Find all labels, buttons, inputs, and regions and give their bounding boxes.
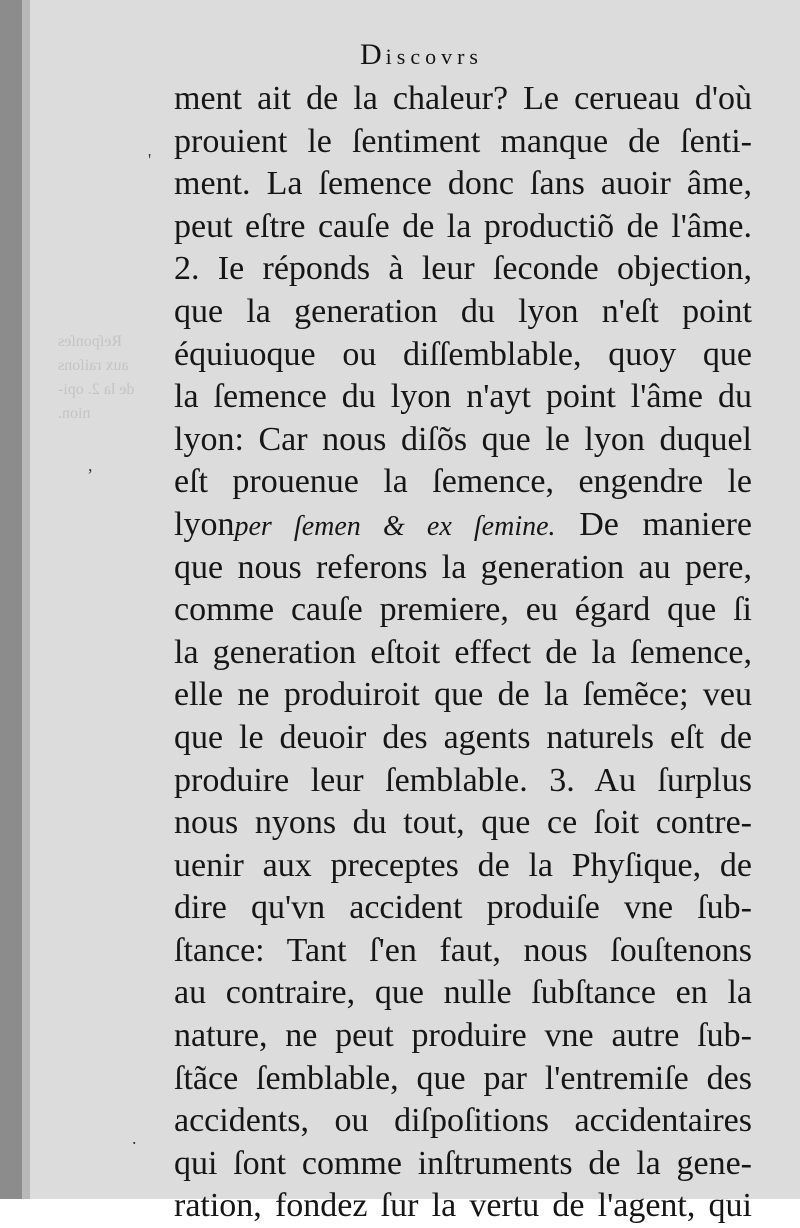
page-binding-edge: [0, 0, 22, 1199]
margin-dot: ,: [88, 455, 93, 475]
text-line: ment ait de la chaleur? Le cerueau d'où: [174, 80, 752, 117]
text-line: elle ne produiroit que de la ſemẽce; veu: [174, 676, 752, 714]
bleed-line: de la 2. opi-: [58, 381, 135, 398]
text-line: que le deuoir des agents naturels eſt de: [174, 718, 752, 756]
text-line: la ſemence du lyon n'ayt point l'âme du: [174, 378, 752, 416]
text-line: produire leur ſemblable. 3. Au ſurplus: [174, 761, 752, 799]
text-line: uenir aux preceptes de la Phyſique, de: [174, 846, 752, 884]
text-line: ſtãce ſemblable, que par l'entremiſe des: [174, 1059, 752, 1097]
text-roman: lyon: [174, 505, 235, 543]
text-line-mixed: [174, 504, 752, 547]
text-line: peut eſtre cauſe de la productiõ de l'âme.: [174, 207, 752, 245]
text-line: dire qu'vn accident produiſe vne ſub-: [174, 889, 752, 927]
text-line: comme cauſe premiere, eu égard que ſi: [174, 591, 752, 629]
text-line: qui ſont comme inſtruments de la gene-: [174, 1144, 752, 1182]
text-line: la generation eſtoit effect de la ſemence,: [174, 633, 752, 671]
text-line: que la generation du lyon n'eſt point: [174, 292, 752, 330]
text-line: que nous referons la generation au pere,: [174, 548, 752, 586]
page-binding-shadow: [22, 0, 30, 1199]
header-rest: iscovrs: [385, 44, 483, 69]
bleed-line: aux raiſons: [58, 357, 129, 374]
text-line: 2. Ie réponds à leur ſeconde objection,: [174, 250, 752, 288]
text-line: au contraire, que nulle ſubſtance en la: [174, 974, 752, 1012]
margin-note-bleed-through: [58, 330, 168, 426]
text-line: eſt prouenue la ſemence, engendre le: [174, 463, 752, 501]
running-header: [360, 38, 483, 72]
text-line: accidents, ou diſpoſitions accidentaires: [174, 1102, 752, 1140]
text-line: prouient le ſentiment manque de ſenti-: [174, 122, 752, 160]
text-line: équiuoque ou diſſemblable, quoy que: [174, 335, 752, 373]
text-italic: per ſemen & ex ſemine.: [234, 510, 556, 542]
header-initial: D: [360, 38, 386, 71]
page-body: [174, 78, 752, 1228]
bleed-line: Reſponſes: [58, 333, 122, 350]
text-roman: De maniere: [555, 505, 752, 543]
text-line: lyon: Car nous diſõs que le lyon duquel: [174, 420, 752, 458]
text-line: nous nyons du tout, que ce ſoit contre-: [174, 804, 752, 842]
bleed-line: nion.: [58, 405, 91, 422]
text-line: ment. La ſemence donc ſans auoir âme,: [174, 165, 752, 203]
margin-dot: .: [132, 1128, 137, 1148]
margin-dot: ': [148, 150, 152, 170]
text-line: ſtance: Tant ſ'en faut, nous ſouſtenons: [174, 931, 752, 969]
text-line: nature, ne peut produire vne autre ſub-: [174, 1017, 752, 1055]
text-line: ration, fondez ſur la vertu de l'agent, qui: [174, 1187, 752, 1225]
